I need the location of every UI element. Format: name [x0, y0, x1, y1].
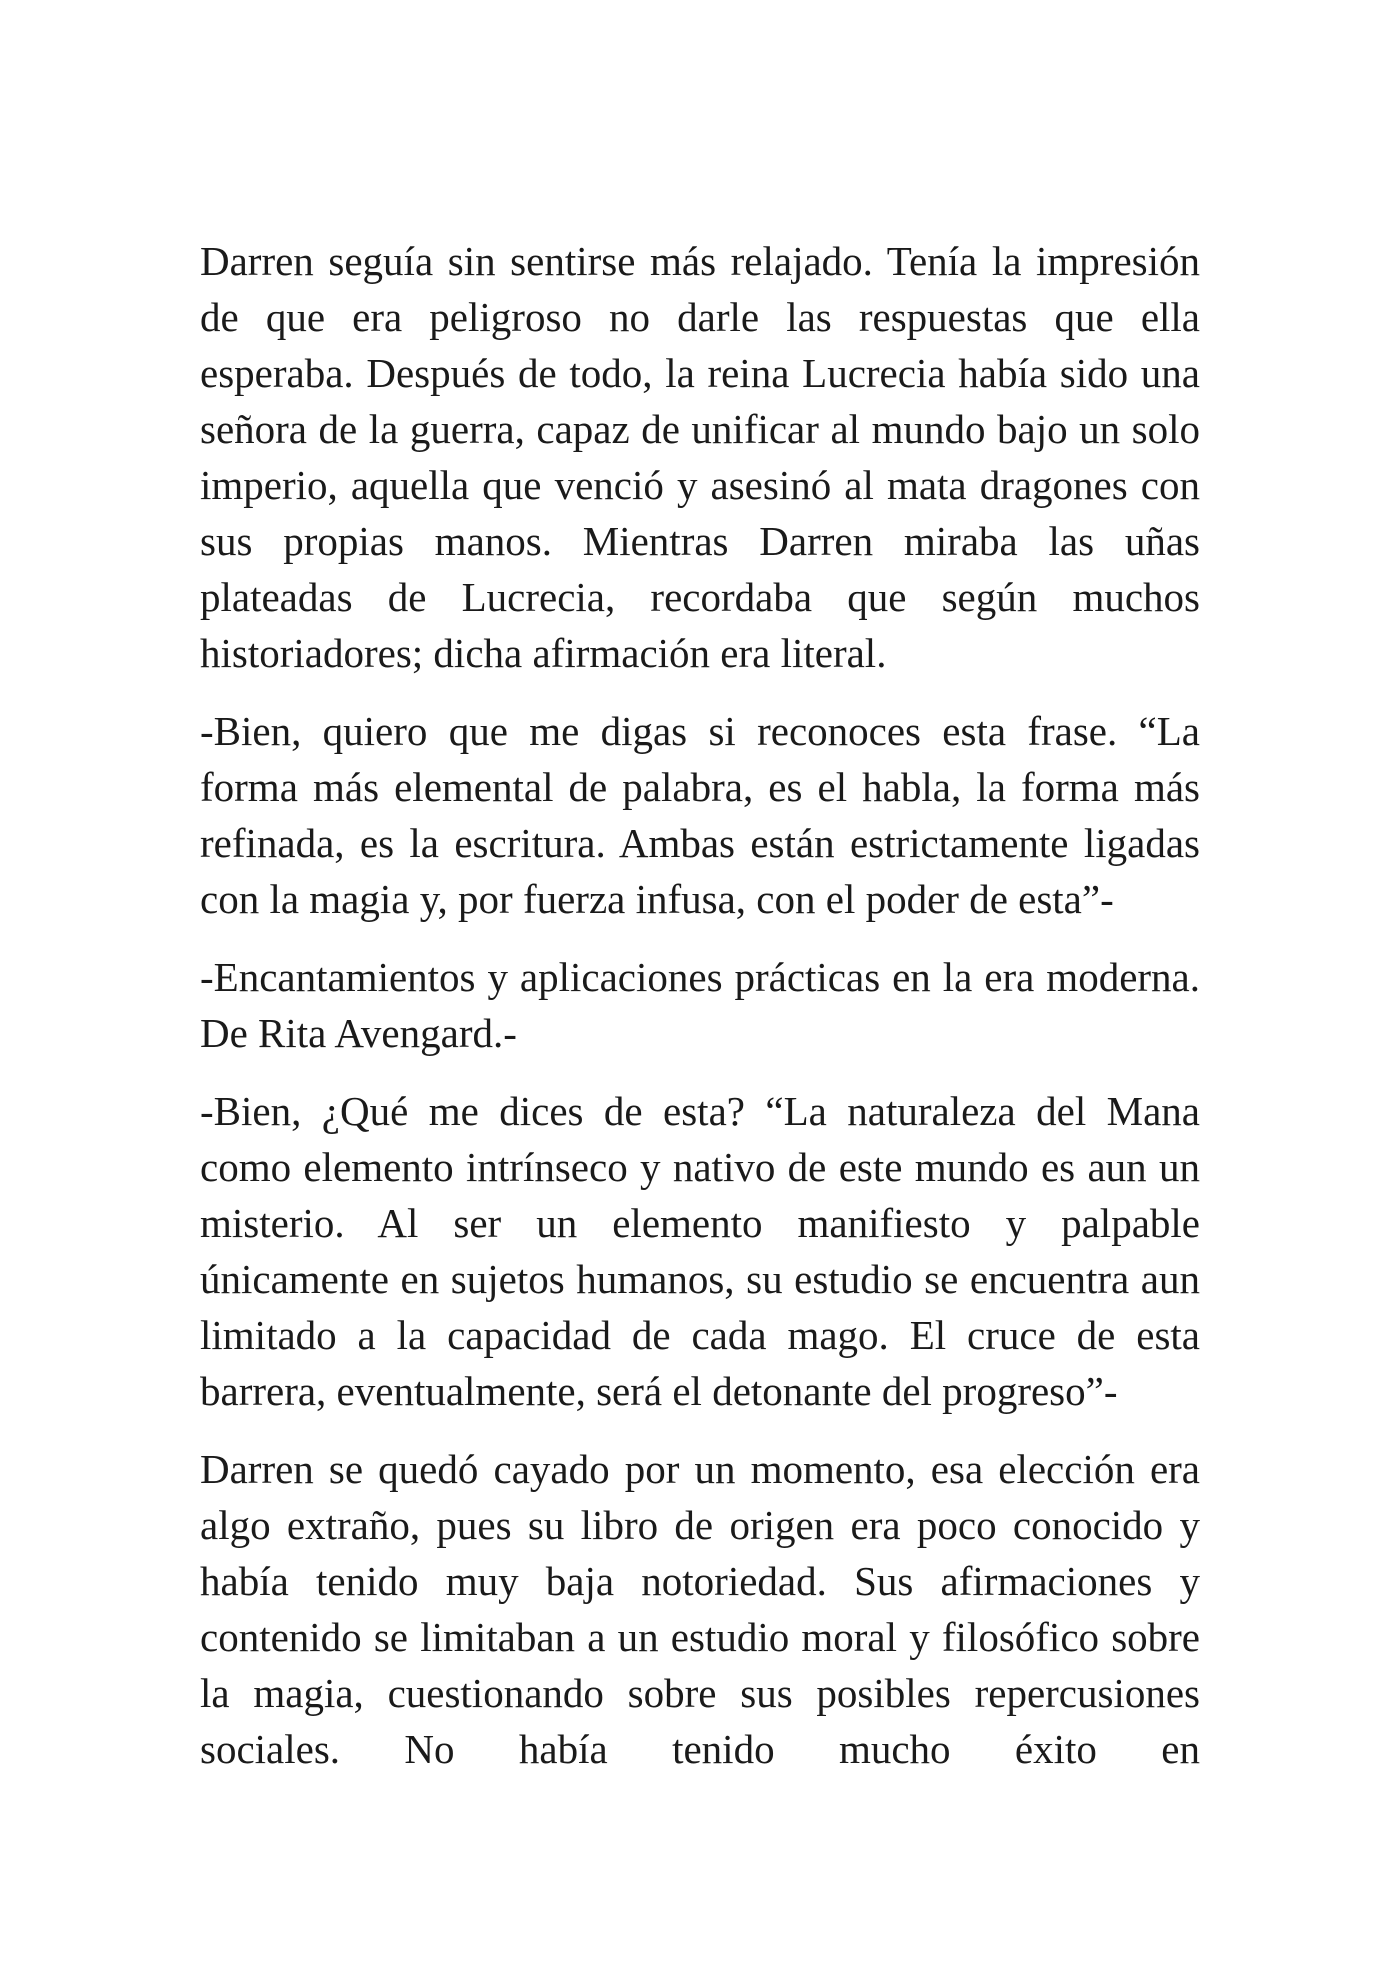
document-page — [200, 233, 1200, 1777]
paragraph-first-answer: -Encantamientos y aplicaciones prácticas en la era moderna. De Rita Avengard.- — [200, 954, 1200, 1056]
paragraph-darren-silent: Darren se quedó cayado por un momento, esa elección era algo extraño, pues su libro de origen era poco conocido y había tenido muy baja notoriedad. Sus afirmaciones y contenido se limitaban a un estudio moral y filosófico sobre la magia, cuestionando sobre sus posibles repercusiones sociales. No había tenido mucho éxito en — [200, 1446, 1200, 1772]
paragraph-first-quote: -Bien, quiero que me digas si reconoces esta frase. “La forma más elemental de palabra, es el habla, la forma más refinada, es la escritura. Ambas están estrictamente ligadas con la magia y, por fuerza infusa, con el poder de esta”- — [200, 708, 1200, 922]
paragraph-second-quote: -Bien, ¿Qué me dices de esta? “La naturaleza del Mana como elemento intrínseco y nativo de este mundo es aun un misterio. Al ser un elemento manifiesto y palpable únicamente en sujetos humanos, su estudio se encuentra aun limitado a la capacidad de cada mago. El cruce de esta barrera, eventualmente, será el detonante del progreso”- — [200, 1088, 1200, 1414]
paragraph-darren-relaxed: Darren seguía sin sentirse más relajado. Tenía la impresión de que era peligroso no darle las respuestas que ella esperaba. Después de todo, la reina Lucrecia había sido una señora de la guerra, capaz de unificar al mundo bajo un solo imperio, aquella que venció y asesinó al mata dragones con sus propias manos. Mientras Darren miraba las uñas plateadas de Lucrecia, recordaba que según muchos historiadores; dicha afirmación era literal. — [200, 238, 1200, 676]
